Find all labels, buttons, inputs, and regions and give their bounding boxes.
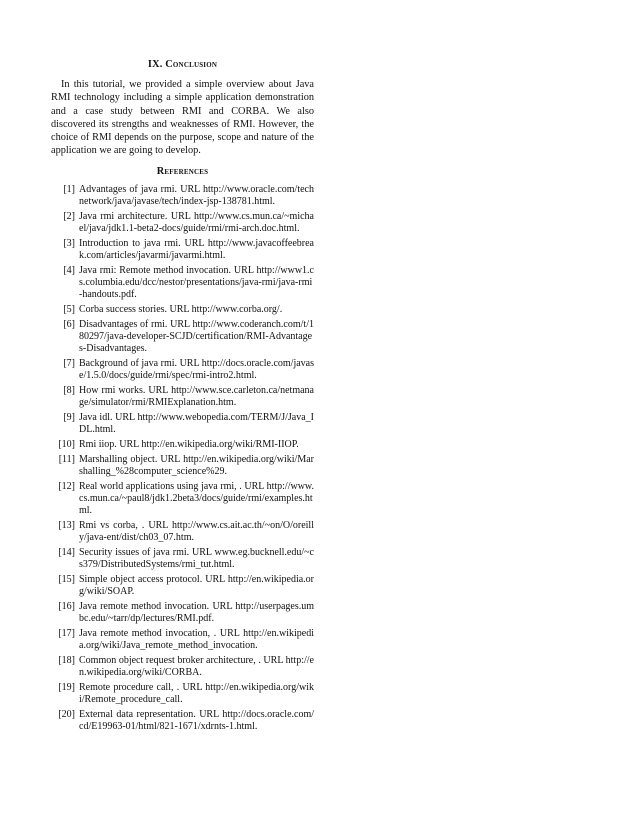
reference-list bbox=[51, 184, 314, 734]
reference-number: [1] bbox=[63, 183, 75, 195]
reference-item bbox=[51, 265, 314, 302]
reference-number: [9] bbox=[63, 412, 75, 424]
reference-item bbox=[51, 211, 314, 236]
reference-text: Real world applications using java rmi, . URL http://www.cs.mun.ca/~paul8/jdk1.2beta3/docs/guide/rmi/examples.html. bbox=[79, 480, 314, 517]
paper-column bbox=[51, 58, 314, 736]
reference-item bbox=[51, 184, 314, 209]
reference-number: [13] bbox=[58, 520, 75, 532]
reference-text: How rmi works. URL http://www.sce.carleton.ca/netmanage/simulator/rmi/RMIExplanation.htm. bbox=[79, 385, 314, 409]
reference-text: Rmi vs corba, . URL http://www.cs.ait.ac.th/~on/O/oreilly/java-ent/dist/ch03_07.htm. bbox=[79, 520, 314, 544]
reference-text: Background of java rmi. URL http://docs.oracle.com/javase/1.5.0/docs/guide/rmi/spec/rmi-intro2.html. bbox=[79, 358, 314, 382]
reference-text: Marshalling object. URL http://en.wikipedia.org/wiki/Marshalling_%28computer_science%29. bbox=[79, 453, 314, 478]
reference-item bbox=[51, 238, 314, 263]
section-number: IX. bbox=[147, 59, 163, 70]
section-heading bbox=[51, 58, 314, 71]
references-heading: References bbox=[156, 166, 209, 178]
reference-text: Java rmi: Remote method invocation. URL http://www1.cs.columbia.edu/dcc/nestor/presentations/java-rmi/java-rmi-handouts.pdf. bbox=[79, 264, 314, 301]
reference-item bbox=[51, 655, 314, 680]
reference-text: Advantages of java rmi. URL http://www.oracle.com/technetwork/java/javase/tech/index-jsp-138781.html. bbox=[79, 183, 314, 208]
reference-text: Introduction to java rmi. URL http://www.javacoffeebreak.com/articles/javarmi/javarmi.html. bbox=[79, 237, 314, 262]
reference-number: [12] bbox=[58, 480, 75, 492]
reference-text: Common object request broker architecture, . URL http://en.wikipedia.org/wiki/CORBA. bbox=[79, 655, 314, 679]
reference-item bbox=[51, 547, 314, 572]
reference-text: Disadvantages of rmi. URL http://www.coderanch.com/t/180297/java-developer-SCJD/certification/RMI-Advantages-Disadvantages. bbox=[79, 318, 314, 355]
conclusion-paragraph: In this tutorial, we provided a simple overview about Java RMI technology including a simple application demonstration and a case study between RMI and CORBA. We also discovered its strengths and weaknesses of RMI. However, the choice of RMI depends on the purpose, scope and nature of the application we are going to develop. bbox=[51, 79, 314, 157]
reference-number: [4] bbox=[63, 264, 75, 276]
reference-number: [8] bbox=[63, 385, 75, 397]
reference-number: [7] bbox=[63, 358, 75, 370]
reference-number: [19] bbox=[58, 682, 75, 694]
reference-item bbox=[51, 601, 314, 626]
reference-text: Java remote method invocation, . URL http://en.wikipedia.org/wiki/Java_remote_method_invocation. bbox=[79, 628, 314, 652]
reference-text: External data representation. URL http://docs.oracle.com/cd/E19963-01/html/821-1671/xdrnts-1.html. bbox=[79, 709, 314, 733]
reference-item bbox=[51, 520, 314, 545]
reference-item bbox=[51, 682, 314, 707]
reference-number: [15] bbox=[58, 574, 75, 586]
reference-number: [17] bbox=[58, 628, 75, 640]
reference-text: Java rmi architecture. URL http://www.cs.mun.ca/~michael/java/jdk1.1-beta2-docs/guide/rmi/rmi-arch.doc.html. bbox=[79, 210, 314, 235]
reference-number: [6] bbox=[63, 318, 75, 330]
reference-item bbox=[51, 439, 314, 451]
reference-number: [16] bbox=[58, 601, 75, 613]
reference-number: [14] bbox=[58, 547, 75, 559]
reference-text: Corba success stories. URL http://www.corba.org/. bbox=[79, 304, 283, 316]
reference-item bbox=[51, 304, 314, 316]
reference-number: [3] bbox=[63, 237, 75, 249]
reference-number: [18] bbox=[58, 655, 75, 667]
reference-number: [11] bbox=[58, 453, 75, 465]
reference-item bbox=[51, 481, 314, 518]
reference-text: Rmi iiop. URL http://en.wikipedia.org/wiki/RMI-IIOP. bbox=[79, 439, 299, 451]
reference-number: [5] bbox=[63, 304, 75, 316]
reference-text: Java idl. URL http://www.webopedia.com/TERM/J/Java_IDL.html. bbox=[79, 412, 314, 436]
reference-item bbox=[51, 319, 314, 356]
reference-item bbox=[51, 709, 314, 734]
reference-item bbox=[51, 358, 314, 383]
reference-item bbox=[51, 385, 314, 410]
reference-item bbox=[51, 454, 314, 479]
section-title: Conclusion bbox=[165, 59, 218, 70]
reference-text: Java remote method invocation. URL http://userpages.umbc.edu/~tarr/dp/lectures/RMI.pdf. bbox=[79, 601, 314, 625]
reference-text: Remote procedure call, . URL http://en.wikipedia.org/wiki/Remote_procedure_call. bbox=[79, 682, 314, 706]
reference-number: [10] bbox=[58, 439, 75, 451]
reference-item bbox=[51, 628, 314, 653]
reference-number: [2] bbox=[63, 210, 75, 222]
reference-item bbox=[51, 574, 314, 599]
reference-number: [20] bbox=[58, 709, 75, 721]
reference-text: Simple object access protocol. URL http://en.wikipedia.org/wiki/SOAP. bbox=[79, 574, 314, 598]
reference-text: Security issues of java rmi. URL www.eg.bucknell.edu/~cs379/DistributedSystems/rmi_tut.html. bbox=[79, 547, 314, 571]
reference-item bbox=[51, 412, 314, 437]
